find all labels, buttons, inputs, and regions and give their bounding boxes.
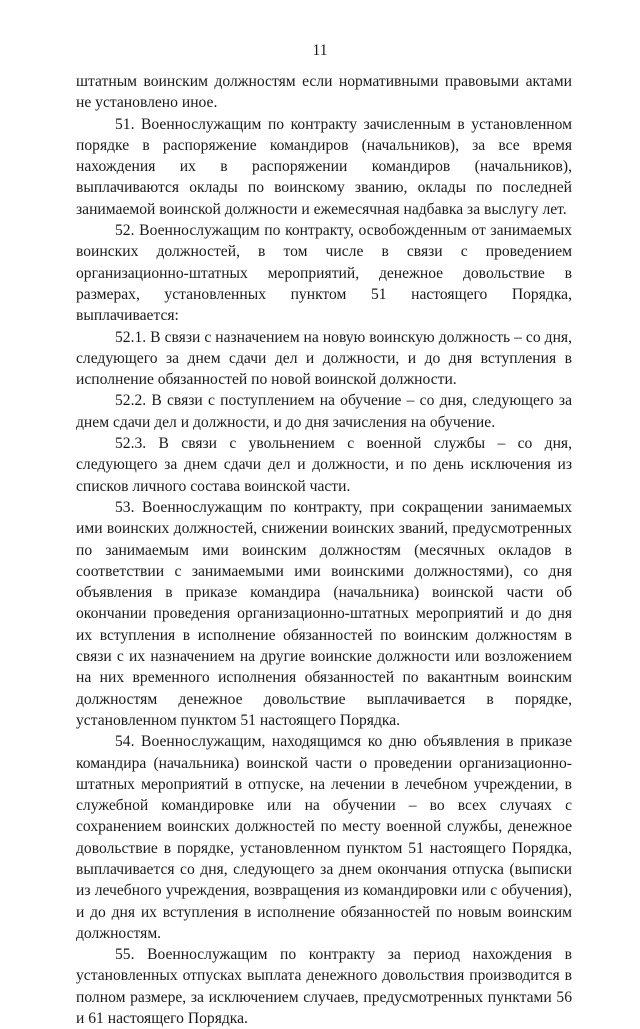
paragraph-52: 52. Военнослужащим по контракту, освобожденным от занимаемых воинских должностей, в том числе в связи с проведением организационно-штатных мероприятий, денежное довольствие в размерах, установленных пунктом 51 настоящего Порядка, выплачивается: (76, 222, 572, 325)
page-number: 11 (312, 42, 328, 59)
document-body (76, 71, 572, 1029)
paragraph-52-3: 52.3. В связи с увольнением с военной службы – со дня, следующего за днем сдачи дел и должности, и по день исключения из списков личного состава воинской части. (76, 435, 572, 495)
paragraph-55: 55. Военнослужащим по контракту за период нахождения в установленных отпусках выплата денежного довольствия производится в полном размере, за исключением случаев, предусмотренных пунктами 56 и 61 настоящего Порядка. (76, 946, 572, 1028)
paragraph-52-2: 52.2. В связи с поступлением на обучение – со дня, следующего за днем сдачи дел и должности, и до дня зачисления на обучение. (76, 392, 572, 431)
paragraph-51: 51. Военнослужащим по контракту зачисленным в установленном порядке в распоряжение командиров (начальников), за все время нахождения их в распоряжении командиров (начальников), выплачиваются оклады по воинскому званию, оклады по последней занимаемой воинской должности и ежемесячная надбавка за выслугу лет. (76, 115, 572, 218)
paragraph-53: 53. Военнослужащим по контракту, при сокращении занимаемых ими воинских должностей, снижении воинских званий, предусмотренных по занимаемым ими воинским должностям (месячных окладов в соответствии с занимаемыми ими воинскими должностями), со дня объявления в приказе командира (начальника) воинской части об окончании проведения организационно-штатных мероприятий и до дня их вступления в исполнение обязанностей по воинским должностям в связи с их назначением на другие воинские должности или возложением на них временного исполнения обязанностей по вакантным воинским должностям денежное довольствие выплачивается в порядке, установленном пунктом 51 настоящего Порядка. (76, 498, 572, 729)
paragraph-continuation: штатным воинским должностям если нормативными правовыми актами не установлено иное. (76, 73, 572, 112)
paragraph-54: 54. Военнослужащим, находящимся ко дню объявления в приказе командира (начальника) воинской части о проведении организационно-штатных мероприятий в отпуске, на лечении в лечебном учреждении, в служебной командировке или на обучении – во всех случаях с сохранением воинских должностей по месту военной службы, денежное довольствие в порядке, установленном пунктом 51 настоящего Порядка, выплачивается со дня, следующего за днем окончания отпуска (выписки из лечебного учреждения, возвращения из командировки или с обучения), и до дня их вступления в исполнение обязанностей по новым воинским должностям. (76, 733, 572, 942)
paragraph-52-1: 52.1. В связи с назначением на новую воинскую должность – со дня, следующего за днем сдачи дел и должности, и до дня вступления в исполнение обязанностей по новой воинской должности. (76, 328, 572, 389)
